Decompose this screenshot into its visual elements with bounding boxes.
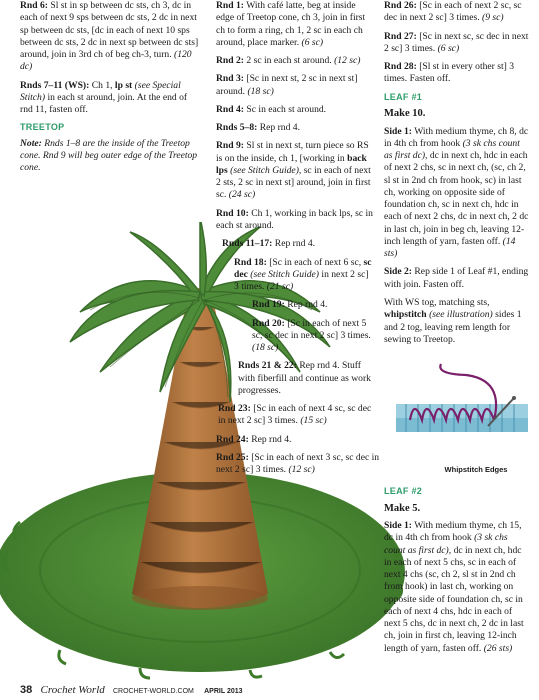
rnd2-instruction: Rnd 2: 2 sc in each st around. (12 sc)	[216, 55, 361, 67]
leaf1-side2: Side 2: Rep side 1 of Leaf #1, ending with join. Fasten off.	[384, 266, 529, 290]
treetop-note: Note: Rnds 1–8 are the inside of the Treetop cone. Rnd 9 will beg outer edge of the Treetop cone.	[20, 137, 198, 174]
page-number: 38	[20, 684, 33, 696]
leaf1-whipstitch: With WS tog, matching sts, whipstitch (see illustration) sides 1 and 2 tog, leaving rem length for sewing to Treetop.	[384, 297, 522, 345]
rnd3-instruction: Rnd 3: [Sc in next st, 2 sc in next st] around. (18 sc)	[216, 73, 358, 97]
rnd27-instruction: Rnd 27: [Sc in next sc, sc dec in next 2 sc] 3 times. (6 sc)	[384, 30, 529, 54]
rnd9-instruction: Rnd 9: Sl st in next st, turn piece so RS is on the inside, ch 1, [working in back lps (see Stitch Guide), sc in each of next 2 sts, 2 sc in next st] around, join in first sc. (24 sc)	[216, 140, 371, 201]
rnds21-22-instruction: Rnds 21 & 22: Rep rnd 4. Stuff with fiberfill and continue as work progresses.	[238, 360, 371, 396]
column-3	[384, 0, 530, 661]
column-1	[20, 0, 202, 181]
rnd25-instruction: Rnd 25: [Sc in each of next 3 sc, sc dec in next 2 sc] 3 times. (12 sc)	[216, 451, 380, 476]
rnd4-instruction: Rnd 4: Sc in each st around.	[216, 103, 327, 115]
leaf1-make: Make 10.	[384, 108, 426, 120]
leaf2-side1: Side 1: With medium thyme, ch 15, dc in 4th ch from hook (3 sk chs count as first dc), dc in next ch, hdc in each of next 5 chs, sc in each of next 4 chs (sc, ch 2, sl st in 2nd ch from hook) in last ch, working on opposite side of foundation ch, sc in each of next 4 chs, hdc in each of next 5 chs, dc in next ch, 2 dc in last ch, join in first ch, leaving 12-inch length of yarn, fasten off. (26 sts)	[384, 520, 524, 654]
rnd28-instruction: Rnd 28: [Sl st in every other st] 3 times. Fasten off.	[384, 61, 515, 85]
illustration-caption: Whipstitch Edges	[444, 465, 508, 474]
illustration-spacer	[384, 352, 530, 480]
rnd6-instruction: Rnd 6: Sl st in sp between dc sts, ch 3, dc in each of next 9 sps between dc sts, 2 dc in next sp between dc sts, [dc in each of next 10 sps between dc sts, 2 dc in next sp between dc sts] around, join in 3rd ch of beg ch-3, turn. (120 dc)	[20, 0, 199, 73]
leaf2-heading: LEAF #2	[384, 486, 423, 497]
treetop-heading: TREETOP	[20, 122, 65, 133]
rnd1-instruction: Rnd 1: With café latte, beg at inside edge of Treetop cone, ch 3, join in first ch to form a ring, ch 1, 2 sc in each ch around, place marker. (6 sc)	[216, 0, 366, 48]
rnd10-instruction: Rnd 10: Ch 1, working in back lps, sc in each st around.	[216, 207, 373, 231]
rnds7-11-instruction: Rnds 7–11 (WS): Ch 1, lp st (see Special Stitch) in each st around, join. At the end of rnd 11, fasten off.	[20, 79, 188, 116]
issue-date: APRIL 2013	[204, 688, 243, 695]
rnds5-8-instruction: Rnds 5–8: Rep rnd 4.	[216, 122, 300, 134]
rnds11-17-instruction: Rnds 11–17: Rep rnd 4.	[222, 238, 316, 250]
magazine-url: CROCHET-WORLD.COM	[113, 688, 194, 695]
rnd26-instruction: Rnd 26: [Sc in each of next 2 sc, sc dec in next 2 sc] 3 times. (9 sc)	[384, 0, 522, 24]
rnd19-instruction: Rnd 19: Rep rnd 4.	[252, 299, 328, 311]
page-footer	[20, 683, 243, 697]
column-2	[216, 0, 380, 483]
rnd20-instruction: Rnd 20: [Sc in each of next 5 sc, sc dec in next 2 sc] 3 times. (18 sc)	[252, 317, 371, 354]
rnd18-instruction: Rnd 18: [Sc in each of next 6 sc, sc dec (see Stitch Guide) in next 2 sc] 3 times. (21 sc)	[234, 256, 372, 293]
magazine-name: Crochet World	[40, 684, 105, 696]
rnd23-instruction: Rnd 23: [Sc in each of next 4 sc, sc dec in next 2 sc] 3 times. (15 sc)	[218, 403, 372, 427]
leaf1-side1: Side 1: With medium thyme, ch 8, dc in 4th ch from hook (3 sk chs count as first dc), dc in next ch, hdc in each of next 2 chs, sc in next ch, (sc, ch 2, sl st in 2nd ch from hook, sc) in last ch, working on opposite side of foundation ch, sc in next ch, hdc in each of next 2 chs, dc in next ch, 2 dc in last ch, join in beg ch, leaving 12-inch length of yarn, fasten off. (14 sts)	[384, 125, 529, 260]
rnd24-instruction: Rnd 24: Rep rnd 4.	[216, 433, 292, 445]
leaf2-make: Make 5.	[384, 502, 421, 514]
leaf1-heading: LEAF #1	[384, 91, 423, 102]
